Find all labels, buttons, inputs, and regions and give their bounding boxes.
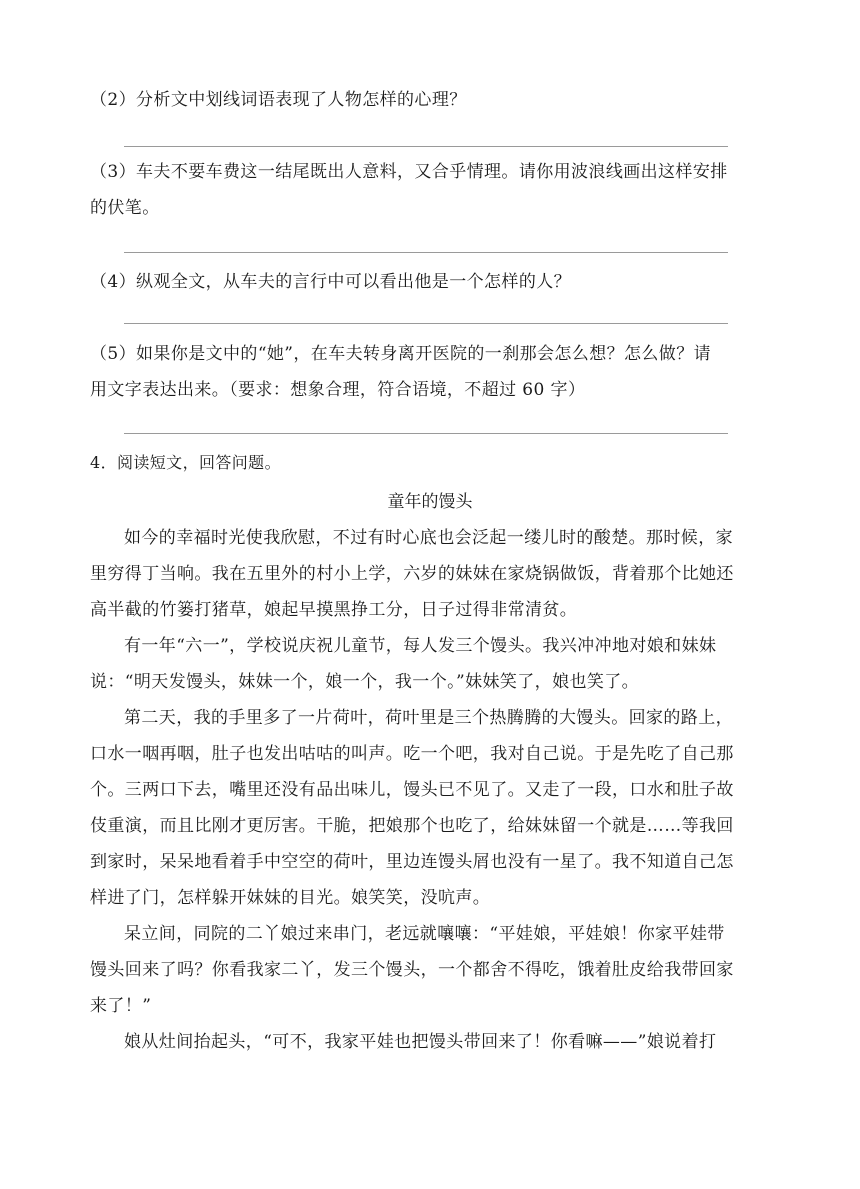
passage-line: 口水一咽再咽，肚子也发出咕咕的叫声。吃一个吧，我对自己说。于是先吃了自己那 <box>90 744 734 764</box>
passage-line: 呆立间，同院的二丫娘过来串门，老远就嚷嚷：“平娃娘，平娃娘！你家平娃带 <box>124 924 725 944</box>
passage-line: 第二天，我的手里多了一片荷叶，荷叶里是三个热腾腾的大馒头。回家的路上， <box>124 708 733 728</box>
passage-line: 伎重演，而且比刚才更厉害。干脆，把娘那个也吃了，给妹妹留一个就是……等我回 <box>90 816 734 836</box>
question-3-line-1: （3）车夫不要车费这一结尾既出人意料，又合乎情理。请你用波浪线画出这样安排 <box>90 162 728 182</box>
passage-line: 里穷得丁当响。我在五里外的村小上学，六岁的妹妹在家烧锅做饭，背着那个比她还 <box>90 564 734 584</box>
answer-line-q2[interactable] <box>124 146 728 147</box>
answer-line-q5[interactable] <box>124 433 728 434</box>
passage-line: 来了！” <box>90 996 152 1016</box>
question-4: （4）纵观全文，从车夫的言行中可以看出他是一个怎样的人？ <box>90 272 572 292</box>
passage-line: 有一年“六一”，学校说庆祝儿童节，每人发三个馒头。我兴冲冲地对娘和妹妹 <box>124 636 717 656</box>
passage-line: 如今的幸福时光使我欣慰，不过有时心底也会泛起一缕儿时的酸楚。那时候，家 <box>124 528 733 548</box>
passage-line: 馒头回来了吗？你看我家二丫，发三个馒头，一个都舍不得吃，饿着肚皮给我带回家 <box>90 960 734 980</box>
question-2: （2）分析文中划线词语表现了人物怎样的心理？ <box>90 90 467 110</box>
passage-line: 个。三两口下去，嘴里还没有品出味儿，馒头已不见了。又走了一段，口水和肚子故 <box>90 780 734 800</box>
passage-title: 童年的馒头 <box>387 492 473 512</box>
answer-line-q3[interactable] <box>124 252 728 253</box>
section-4-heading: 4．阅读短文，回答问题。 <box>90 453 281 472</box>
passage-line: 说：“明天发馒头，妹妹一个，娘一个，我一个。”妹妹笑了，娘也笑了。 <box>90 672 640 692</box>
passage-line: 到家时，呆呆地看着手中空空的荷叶，里边连馒头屑也没有一星了。我不知道自己怎 <box>90 852 734 872</box>
answer-line-q4[interactable] <box>124 323 728 324</box>
passage-line: 样进了门，怎样躲开妹妹的目光。娘笑笑，没吭声。 <box>90 888 491 908</box>
question-3-line-2: 的伏笔。 <box>90 198 160 218</box>
question-5-line-2: 用文字表达出来。（要求：想象合理，符合语境，不超过 60 字） <box>90 380 586 400</box>
passage-line: 娘从灶间抬起头，“可不，我家平娃也把馒头带回来了！你看嘛——”娘说着打 <box>124 1032 717 1052</box>
passage-line: 高半截的竹篓打猪草，娘起早摸黑挣工分，日子过得非常清贫。 <box>90 600 578 620</box>
question-5-line-1: （5）如果你是文中的“她”，在车夫转身离开医院的一刹那会怎么想？怎么做？请 <box>90 344 711 364</box>
